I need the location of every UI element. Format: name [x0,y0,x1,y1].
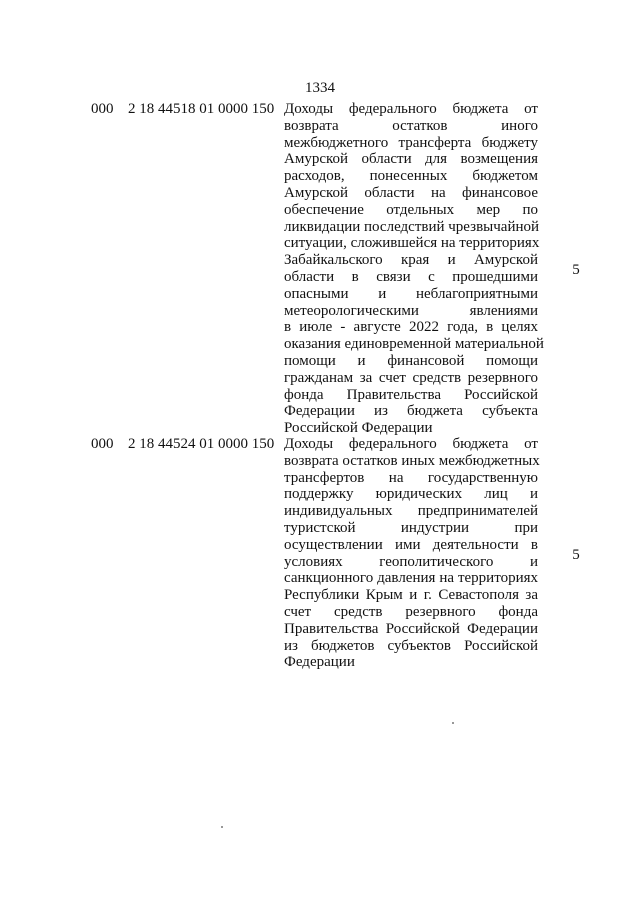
description-line: Доходы федерального бюджета от [284,436,538,452]
description-line: Забайкальского края и Амурской [284,252,538,269]
page-number: 1334 [305,80,335,96]
description-line: поддержку юридических лиц и [284,486,538,503]
description-line: помощи и финансовой помощи [284,352,538,369]
description-line: возврата остатков иных межбюджетных [284,452,540,469]
description-line: ситуации, сложившейся на территориях [284,235,540,252]
description-line: индивидуальных предпринимателей [284,503,538,520]
description-line: фонда Правительства Российской [284,386,538,403]
description-line: санкционного давления на территориях [284,570,538,587]
description-line: гражданам за счет средств резервного [284,369,538,386]
description-line: ликвидации последствий чрезвычайной [284,218,540,235]
description-line: Федерации из бюджета субъекта [284,403,538,420]
description-line: Федерации [284,654,355,671]
description-line: туристской индустрии при [284,519,538,536]
amount-value: 5 [572,262,580,278]
scan-speck [221,826,223,828]
admin-code: 000 [91,436,114,452]
description-line: Амурской области на финансовое [284,184,538,201]
description-line: счет средств резервного фонда [284,603,538,620]
admin-code: 000 [91,101,114,117]
description-line: опасными и неблагоприятными [284,285,538,302]
description-line: обеспечение отдельных мер по [284,201,538,218]
description-line: межбюджетного трансферта бюджету [284,134,538,151]
description-line: оказания единовременной материальной [284,336,544,353]
description-line: Доходы федерального бюджета от [284,101,538,117]
description-line: возврата остатков иного [284,117,538,134]
description-line: Правительства Российской Федерации [284,620,538,637]
description-line: расходов, понесенных бюджетом [284,168,538,185]
income-description [284,101,544,437]
income-description [284,436,538,671]
description-line: в июле - августе 2022 года, в целях [284,319,538,336]
description-line: области в связи с прошедшими [284,268,538,285]
budget-classification-code: 2 18 44518 01 0000 150 [128,101,275,117]
description-line: из бюджетов субъектов Российской [284,637,538,654]
budget-classification-code: 2 18 44524 01 0000 150 [128,436,275,452]
description-line: условиях геополитического и [284,553,538,570]
description-line: осуществлении ими деятельности в [284,536,538,553]
amount-value: 5 [572,547,580,563]
description-line: Республики Крым и г. Севастополя за [284,587,538,604]
description-line: Амурской области для возмещения [284,151,538,168]
description-line: метеорологическими явлениями [284,302,538,319]
description-line: трансфертов на государственную [284,469,538,486]
scan-speck [452,722,454,724]
description-line: Российской Федерации [284,420,433,437]
